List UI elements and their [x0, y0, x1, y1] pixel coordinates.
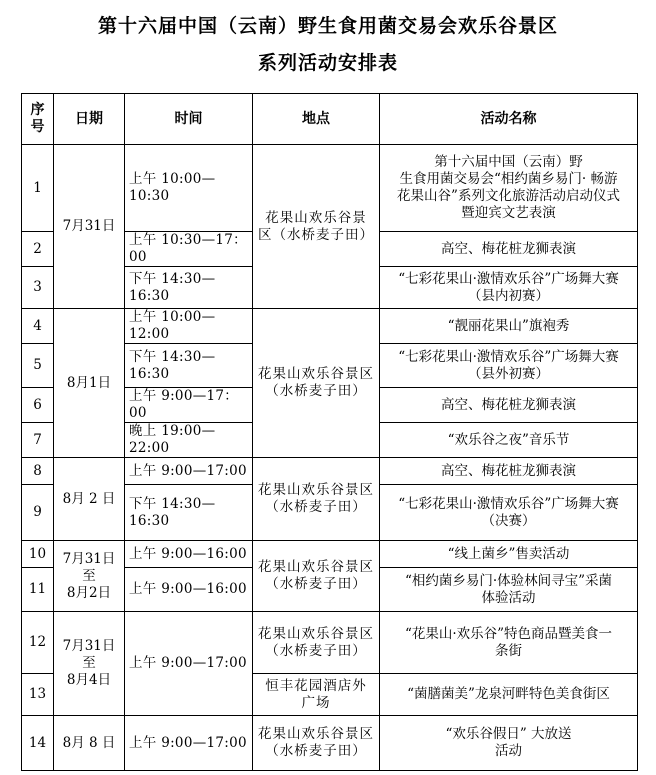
activity-cell: “靓丽花果山”旗袍秀 — [380, 309, 638, 344]
time-cell: 上午 9:00—16:00 — [125, 568, 253, 612]
activity-line: （县内初赛） — [468, 287, 549, 304]
activity-line: “七彩花果山·激情欢乐谷”广场舞大赛 — [398, 495, 619, 512]
header-row — [22, 94, 638, 145]
place-cell — [253, 716, 380, 771]
activity-line: 生食用菌交易会“相约菌乡易门· 畅游 — [399, 171, 618, 187]
date-cell: 8月1日 — [54, 309, 125, 458]
place-line: 恒丰花园酒店外 — [265, 677, 367, 694]
header-name: 活动名称 — [380, 94, 638, 145]
activity-line: “欢乐谷假日” 大放送 — [445, 726, 572, 742]
activity-cell — [380, 568, 638, 612]
activity-line: “七彩花果山·激情欢乐谷”广场舞大赛 — [398, 270, 619, 287]
row-number: 2 — [22, 232, 54, 267]
place-cell — [253, 145, 380, 309]
time-cell: 上午 9:00—17:00 — [125, 612, 253, 716]
document-title: 第十六届中国（云南）野生食用菌交易会欢乐谷景区 — [97, 15, 558, 37]
table-row — [22, 612, 638, 674]
table-row — [22, 309, 638, 344]
activity-cell: “菌膳菌美”龙泉河畔特色美食街区 — [380, 674, 638, 716]
place-line: 花果山欢乐谷景区 — [258, 366, 374, 382]
row-number: 7 — [22, 423, 54, 458]
time-cell: 下午 14:30—16:30 — [125, 267, 253, 309]
row-number: 11 — [22, 568, 54, 612]
header-no: 序号 — [22, 94, 54, 145]
row-number: 3 — [22, 267, 54, 309]
row-number: 12 — [22, 612, 54, 674]
header-place: 地点 — [253, 94, 380, 145]
place-line: （水桥麦子田） — [265, 743, 367, 759]
place-cell — [253, 612, 380, 674]
place-line: 花果山欢乐谷景区 — [258, 726, 374, 742]
place-cell — [253, 674, 380, 716]
activity-line: 暨迎宾文艺表演 — [461, 205, 556, 221]
row-number: 4 — [22, 309, 54, 344]
table-row — [22, 145, 638, 232]
activity-line: （县外初赛） — [468, 365, 549, 382]
place-line: 区（水桥麦子田） — [258, 226, 374, 243]
place-line: （水桥麦子田） — [265, 383, 367, 399]
time-cell: 上午 10:30—17：00 — [125, 232, 253, 267]
place-line: （水桥麦子田） — [265, 499, 367, 515]
date-line: 8月4日 — [66, 672, 112, 688]
table-row — [22, 716, 638, 771]
place-line: 花果山欢乐谷景区 — [258, 559, 374, 575]
activity-cell: 高空、梅花桩龙狮表演 — [380, 458, 638, 485]
place-line: 广场 — [301, 694, 331, 711]
activity-line: 体验活动 — [481, 589, 536, 606]
date-cell: 8月 8 日 — [54, 716, 125, 771]
date-range-cell — [54, 541, 125, 612]
activity-line: 活动 — [495, 743, 522, 759]
place-line: 花果山欢乐谷景 — [265, 209, 367, 226]
row-number: 1 — [22, 145, 54, 232]
activity-line: “花果山·欢乐谷”特色商品暨美食一 — [404, 625, 613, 642]
date-range-cell — [54, 612, 125, 716]
time-cell: 上午 9:00—16:00 — [125, 541, 253, 568]
activity-cell — [380, 612, 638, 674]
place-line: 花果山欢乐谷景区 — [258, 482, 374, 498]
time-cell: 下午 14:30—16:30 — [125, 485, 253, 541]
activity-cell — [380, 267, 638, 309]
row-number: 13 — [22, 674, 54, 716]
header-time: 时间 — [125, 94, 253, 145]
place-cell — [253, 541, 380, 612]
activity-line: 条街 — [495, 642, 522, 659]
document-subtitle: 系列活动安排表 — [257, 52, 398, 74]
date-cell: 8月 2 日 — [54, 458, 125, 541]
row-number: 8 — [22, 458, 54, 485]
activity-line: “七彩花果山·激情欢乐谷”广场舞大赛 — [398, 348, 619, 365]
row-number: 6 — [22, 388, 54, 423]
date-line: 7月31日 — [62, 638, 116, 654]
date-line: 至 — [82, 567, 96, 584]
place-cell — [253, 309, 380, 458]
date-line: 8月2日 — [66, 584, 112, 601]
schedule-table — [21, 93, 638, 771]
date-line: 7月31日 — [62, 550, 116, 567]
time-cell: 上午 9:00—17:00 — [125, 716, 253, 771]
activity-line: “相约菌乡易门·体验林间寻宝”采菌 — [404, 572, 613, 589]
activity-cell — [380, 344, 638, 388]
header-date: 日期 — [54, 94, 125, 145]
table-row — [22, 541, 638, 568]
activity-cell: “线上菌乡”售卖活动 — [380, 541, 638, 568]
row-number: 14 — [22, 716, 54, 771]
activity-cell: 高空、梅花桩龙狮表演 — [380, 232, 638, 267]
time-cell: 上午 9:00—17：00 — [125, 388, 253, 423]
place-line: 花果山欢乐谷景区 — [258, 625, 374, 642]
time-cell: 上午 10:00—10:30 — [125, 145, 253, 232]
table-row — [22, 458, 638, 485]
row-number: 9 — [22, 485, 54, 541]
activity-cell — [380, 716, 638, 771]
activity-line: 花果山谷”系列文化旅游活动启动仪式 — [397, 188, 620, 204]
activity-line: 第十六届中国（云南）野 — [434, 154, 583, 170]
place-line: （水桥麦子田） — [265, 576, 367, 592]
time-cell: 上午 9:00—17:00 — [125, 458, 253, 485]
time-cell: 上午 10:00—12:00 — [125, 309, 253, 344]
time-cell: 晚上 19:00—22:00 — [125, 423, 253, 458]
row-number: 10 — [22, 541, 54, 568]
activity-cell: 高空、梅花桩龙狮表演 — [380, 388, 638, 423]
activity-cell: “欢乐谷之夜”音乐节 — [380, 423, 638, 458]
place-cell — [253, 458, 380, 541]
time-cell: 下午 14:30—16:30 — [125, 344, 253, 388]
activity-cell — [380, 485, 638, 541]
row-number: 5 — [22, 344, 54, 388]
date-line: 至 — [82, 655, 96, 671]
place-line: （水桥麦子田） — [265, 642, 367, 659]
date-cell: 7月31日 — [54, 145, 125, 309]
activity-line: （决赛） — [481, 512, 536, 529]
activity-cell — [380, 145, 638, 232]
